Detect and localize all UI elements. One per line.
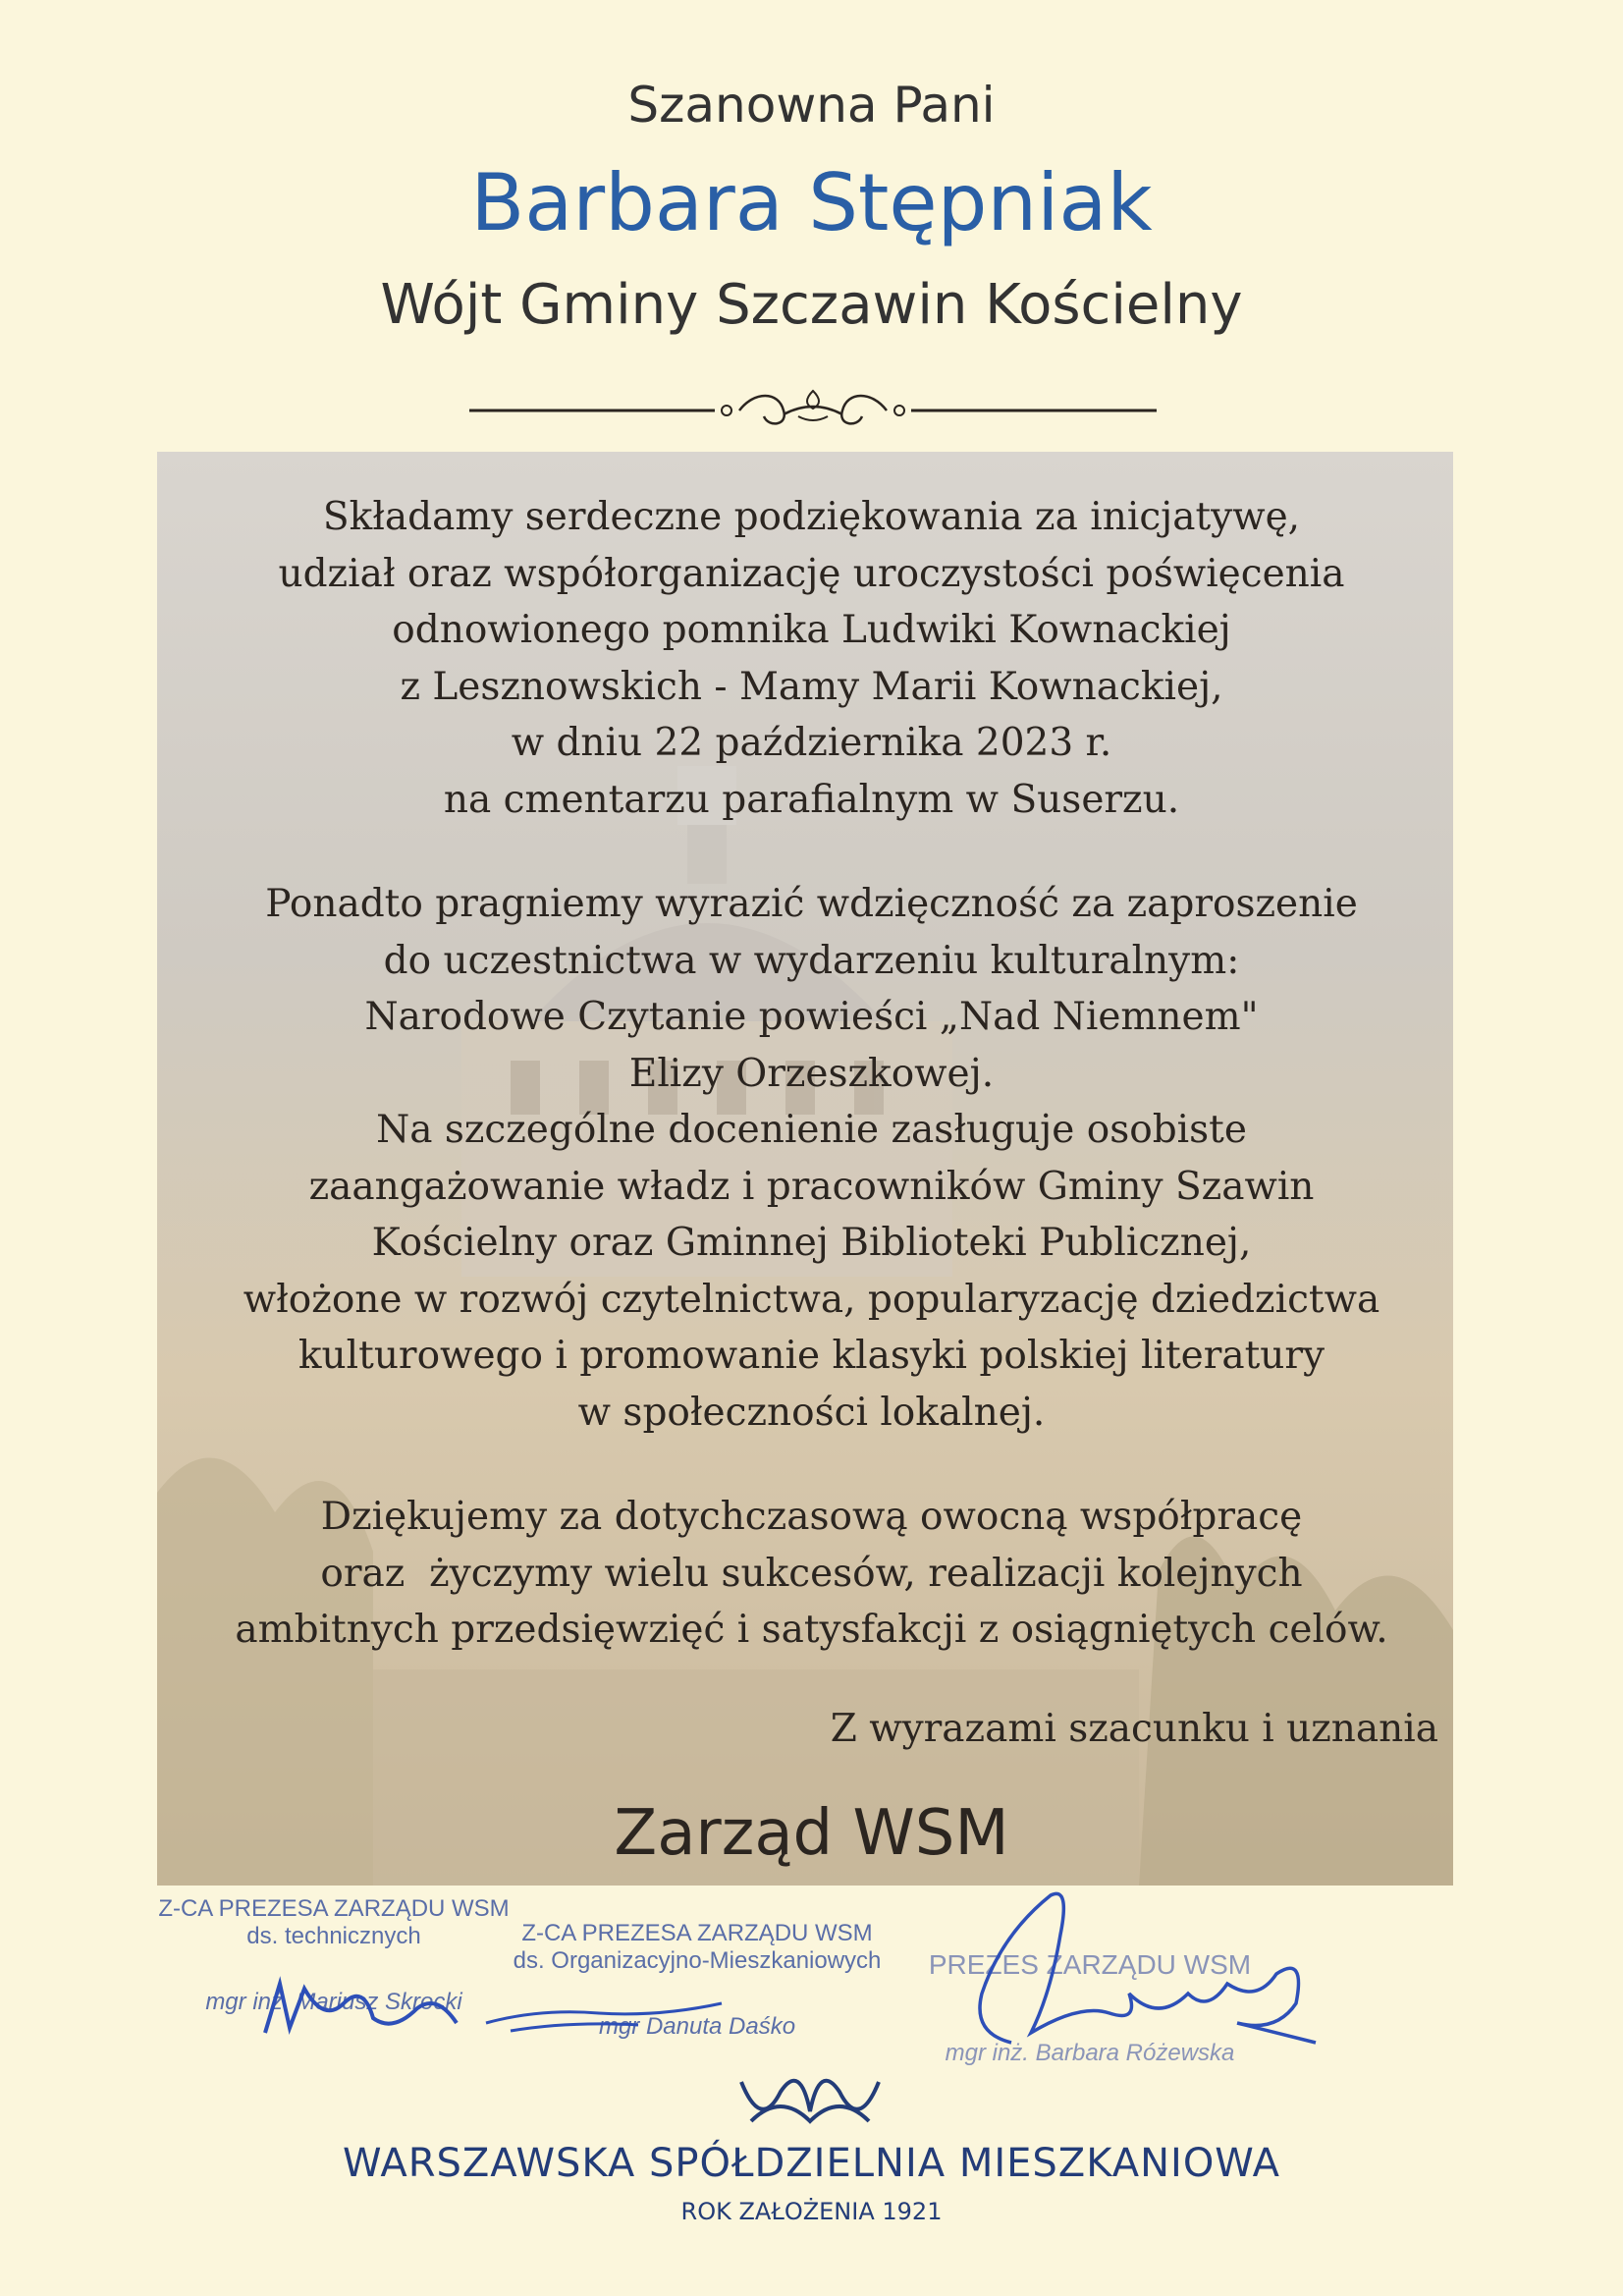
stamp-title: Z-CA PREZESA ZARZĄDU WSM — [158, 1895, 510, 1922]
closing-phrase: Z wyrazami szacunku i uznania — [830, 1707, 1438, 1751]
text-line: Dziękujemy za dotychczasową owocną współpracę — [320, 1495, 1303, 1539]
stamp-title: PREZES ZARZĄDU WSM — [928, 1949, 1252, 1980]
text-line: w społeczności lokalnej. — [577, 1390, 1046, 1435]
signature-2-icon — [481, 1984, 727, 2043]
text-line: ambitnych przedsięwzięć i satysfakcji z osiągniętych celów. — [235, 1608, 1388, 1652]
paragraph-1 — [0, 489, 1623, 828]
text-line: Składamy serdeczne podziękowania za inicjatywę, — [322, 495, 1301, 539]
stamp-name: mgr inż. Mariusz Skrocki — [205, 1989, 462, 2016]
text-line: Ponadto pragniemy wyrazić wdzięczność za zaproszenie — [265, 882, 1358, 926]
text-line: udział oraz współorganizację uroczystości poświęcenia — [278, 551, 1345, 596]
organization-name: WARSZAWSKA SPÓŁDZIELNIA MIESZKANIOWA — [342, 2141, 1281, 2186]
text-line: Narodowe Czytanie powieści „Nad Niemnem" — [364, 995, 1259, 1039]
paragraph-3 — [0, 1489, 1623, 1659]
board-signature-title: Zarząd WSM — [614, 1797, 1009, 1870]
text-line: Kościelny oraz Gminnej Biblioteki Publicznej, — [371, 1221, 1252, 1265]
stamp-title: Z-CA PREZESA ZARZĄDU WSM — [521, 1920, 873, 1946]
text-line: Na szczególne docenienie zasługuje osobiste — [376, 1108, 1247, 1152]
recipient-name: Barbara Stępniak — [470, 157, 1153, 248]
text-line: do uczestnictwa w wydarzeniu kulturalnym: — [383, 938, 1240, 983]
text-line: z Lesznowskich - Mamy Marii Kownackiej, — [400, 664, 1223, 709]
stamp-name: mgr inż. Barbara Różewska — [945, 2040, 1235, 2067]
salutation: Szanowna Pani — [627, 77, 996, 134]
paragraph-2 — [0, 876, 1623, 1441]
text-line: zaangażowanie władz i pracowników Gminy Szawin — [308, 1164, 1315, 1209]
signature-3-icon — [913, 1876, 1325, 2072]
signature-1-icon — [245, 1964, 471, 2052]
text-line: oraz życzymy wielu sukcesów, realizacji kolejnych — [320, 1551, 1303, 1596]
text-line: na cmentarzu parafialnym w Suserzu. — [443, 777, 1180, 822]
text-line: Elizy Orzeszkowej. — [628, 1051, 995, 1096]
text-line: włożone w rozwój czytelnictwa, popularyzację dziedzictwa — [243, 1277, 1380, 1322]
text-line: kulturowego i promowanie klasyki polskiej literatury — [298, 1334, 1325, 1378]
recipient-position: Wójt Gminy Szczawin Kościelny — [380, 273, 1243, 337]
organization-founded: ROK ZAŁOŻENIA 1921 — [680, 2198, 943, 2225]
text-line: odnowionego pomnika Ludwiki Kownackiej — [392, 608, 1231, 652]
ornament-divider-icon — [469, 381, 1157, 440]
text-line: w dniu 22 października 2023 r. — [511, 721, 1112, 765]
stamp-subtitle: ds. Organizacyjno-Mieszkaniowych — [513, 1946, 882, 1974]
wsm-logo-icon — [731, 2072, 889, 2131]
stamp-name: mgr Danuta Daśko — [598, 2013, 796, 2041]
stamp-subtitle: ds. technicznych — [246, 1922, 421, 1949]
